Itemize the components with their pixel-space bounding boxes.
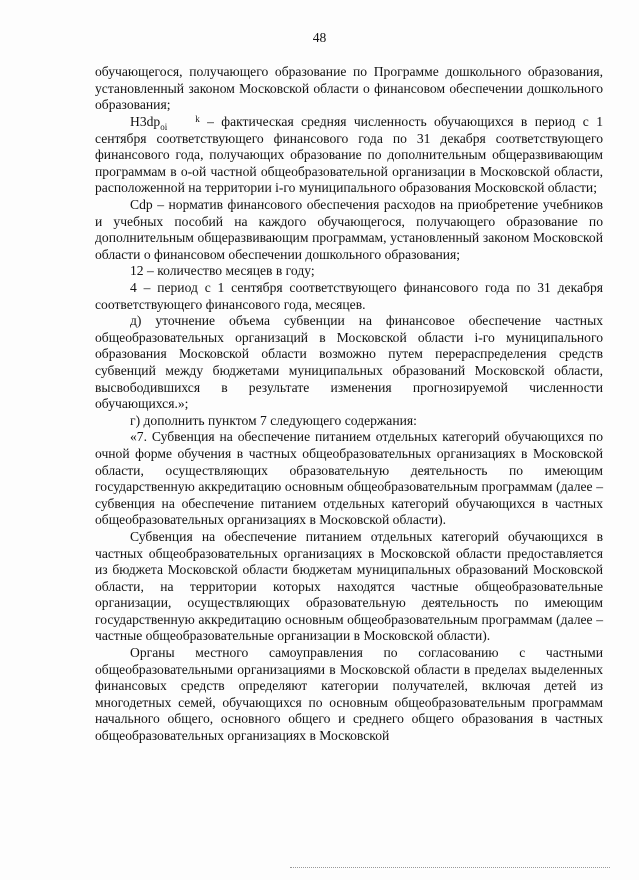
paragraph bbox=[95, 64, 603, 114]
paragraph-text: д) уточнение объема субвенции на финансовое обеспечение частных общеобразовательных организаций в Московской области i-го муниципального образования Московской области возможно путем перераспределения средств субвенций между бюджетами муниципальных образований Московской области, высвободившихся в результате изменения прогнозируемой численности обучающихся.»; bbox=[95, 313, 603, 412]
paragraph-text: 4 – период с 1 сентября соответствующего финансового года по 31 декабря соответствующего финансового года, месяцев. bbox=[95, 280, 603, 312]
formula-subscript: oi bbox=[160, 121, 168, 132]
formula-superscript: k bbox=[195, 113, 200, 124]
paragraph-text: Cdp – норматив финансового обеспечения расходов на приобретение учебников и учебных пособий на каждого обучающегося, получающего образование по дополнительным общеразвивающим программам, установленный законом Московской области о финансовом обеспечении дошкольного образования; bbox=[95, 197, 603, 262]
paragraph bbox=[95, 645, 603, 745]
paragraph-text: – фактическая средняя численность обучающихся в период с 1 сентября соответствующего финансового года по 31 декабря соответствующего финансового года, получающих образование по дополнительным общеразвивающим программам в о-ой частной общеобразовательной организации в Московской области, расположенной на территории i-го муниципального образования Московской области; bbox=[95, 113, 603, 196]
paragraph-text: «7. Субвенция на обеспечение питанием отдельных категорий обучающихся по очной форме обучения в частных общеобразовательных организациях в Московской области, осуществляющих образовательную деятельность по имеющим государственную аккредитацию основным общеобразовательным программам (далее – субвенция на обеспечение питанием отдельных категорий обучающихся в частных общеобразовательных организациях в Московской области). bbox=[95, 429, 603, 528]
formula-symbol-base: Н3dp bbox=[130, 113, 161, 129]
formula-indices bbox=[160, 115, 200, 131]
paragraph-text: 12 – количество месяцев в году; bbox=[130, 263, 315, 279]
scan-edge-line bbox=[290, 867, 610, 868]
paragraph bbox=[95, 413, 603, 430]
paragraph bbox=[95, 529, 603, 645]
paragraph-text: Субвенция на обеспечение питанием отдельных категорий обучающихся в частных общеобразовательных организациях в Московской области предоставляется из бюджета Московской области бюджетам муниципальных образований Московской области, на территории которых находятся частные общеобразовательные организации, осуществляющих образовательную деятельность по имеющим государственную аккредитацию основным общеобразовательным программам (далее – частные общеобразовательные организации в Московской области). bbox=[95, 528, 603, 644]
paragraph bbox=[95, 197, 603, 263]
paragraph-text: обучающегося, получающего образование по Программе дошкольного образования, установленный законом Московской области о финансовом обеспечении дошкольного образования; bbox=[95, 64, 603, 113]
paragraph-text: Органы местного самоуправления по согласованию с частными общеобразовательными организациями в Московской области в пределах выделенных финансовых средств определяют категории получателей, включая детей из многодетных семей, обучающихся по основным общеобразовательным программам начального общего, основного общего и среднего общего образования в частных общеобразовательных организациях в Московской bbox=[95, 645, 603, 744]
page-number: 48 bbox=[312, 30, 327, 45]
document-body bbox=[95, 64, 603, 745]
paragraph bbox=[95, 313, 603, 413]
paragraph bbox=[95, 114, 603, 197]
formula-symbol bbox=[130, 113, 200, 132]
paragraph bbox=[95, 280, 603, 313]
paragraph bbox=[95, 429, 603, 529]
paragraph bbox=[95, 263, 603, 280]
paragraph-text: г) дополнить пунктом 7 следующего содержания: bbox=[130, 412, 417, 428]
